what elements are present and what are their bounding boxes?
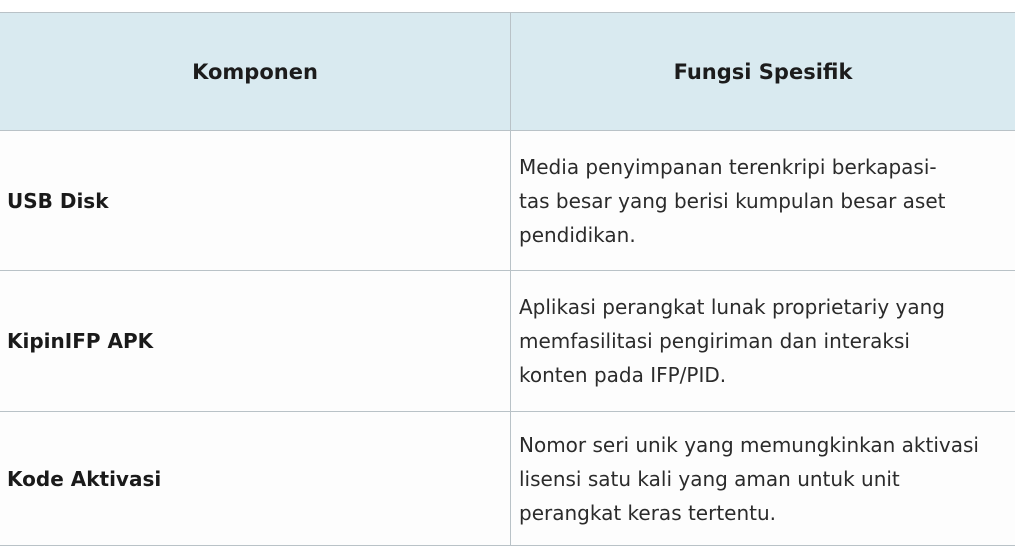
row-3-function [511,412,1015,545]
header-fungsi-spesifik: Fungsi Spesifik [511,13,1015,131]
row-2-function [511,271,1015,412]
row-3-function-line-1: Nomor seri unik yang memungkinkan aktivasi [519,432,979,457]
row-1-component: USB Disk [0,131,511,271]
row-3-function-line-3: perangkat keras tertentu. [519,500,777,525]
row-2-function-line-1: Aplikasi perangkat lunak proprietariy yang [519,295,945,319]
row-1-function [511,131,1015,271]
header-komponen: Komponen [0,13,511,131]
component-function-table [0,12,1015,546]
row-1-function-line-3: pendidikan. [519,222,636,247]
row-2-component: KipinIFP APK [0,271,511,412]
row-3-component: Kode Aktivasi [0,412,511,545]
row-2-function-line-3: konten pada IFP/PID. [519,363,727,387]
row-2-function-line-2: memfasilitasi pengiriman dan interaksi [519,329,910,353]
row-3-function-line-2: lisensi satu kali yang aman untuk unit [519,466,900,491]
row-1-function-line-1: Media penyimpanan terenkripi berkapasi- [519,154,937,179]
row-1-function-line-2: tas besar yang berisi kumpulan besar aset [519,188,946,213]
